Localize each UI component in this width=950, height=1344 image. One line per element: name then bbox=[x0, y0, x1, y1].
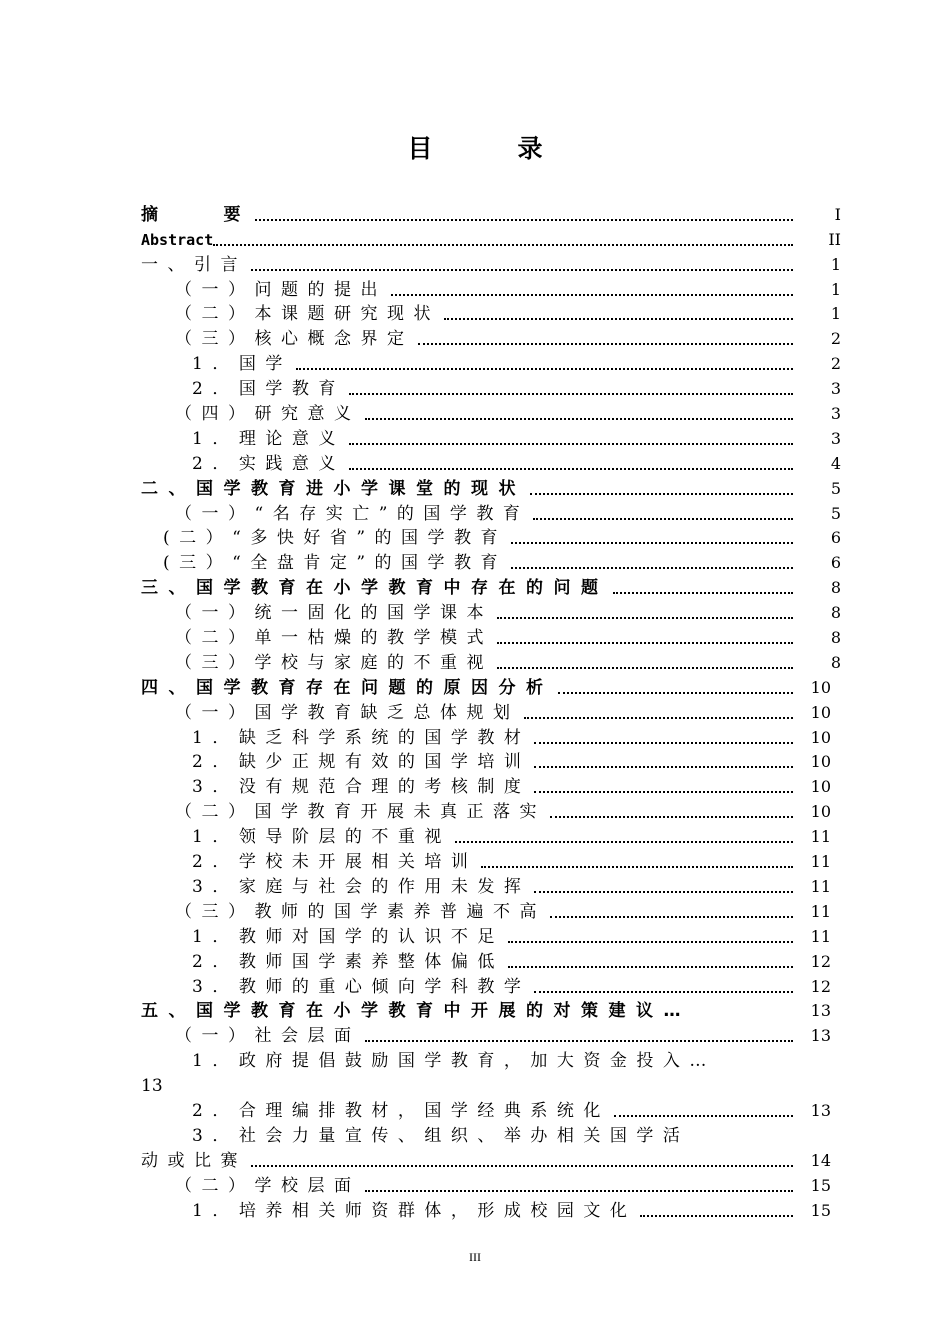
toc-entry[interactable] bbox=[141, 897, 841, 922]
toc-entry[interactable] bbox=[141, 250, 841, 275]
toc-entry[interactable] bbox=[141, 748, 841, 773]
toc-entry-page: II bbox=[828, 229, 841, 249]
toc-entry-label: 2．合理编排教材，国学经典系统化 bbox=[192, 1100, 610, 1121]
toc-entry-label: 动或比赛 bbox=[141, 1150, 247, 1171]
toc-leader bbox=[534, 990, 793, 993]
toc-entry[interactable] bbox=[141, 797, 841, 822]
toc-leader bbox=[524, 716, 794, 719]
toc-entry[interactable] bbox=[141, 1196, 841, 1221]
toc-leader bbox=[511, 541, 793, 544]
table-of-contents bbox=[141, 200, 841, 1221]
toc-leader bbox=[251, 1164, 793, 1167]
page-number-footer: III bbox=[469, 1250, 481, 1264]
toc-entry[interactable] bbox=[141, 1021, 841, 1046]
toc-leader bbox=[550, 815, 793, 818]
toc-entry-label: 1．领导阶层的不重视 bbox=[192, 827, 451, 848]
toc-entry-label: 1．教师对国学的认识不足 bbox=[192, 926, 504, 947]
toc-entry-label: Abstract bbox=[141, 230, 214, 249]
toc-leader bbox=[391, 293, 793, 296]
toc-leader bbox=[255, 218, 793, 221]
toc-entry-label: 四、国学教育存在问题的原因分析 bbox=[141, 677, 554, 698]
page-title: 目 录 bbox=[407, 134, 573, 163]
toc-entry-page: 6 bbox=[830, 553, 841, 573]
toc-entry-page: 11 bbox=[810, 926, 831, 946]
toc-entry-page: 3 bbox=[830, 379, 841, 399]
toc-entry-page: 10 bbox=[810, 702, 831, 722]
toc-entry-label: 2．实践意义 bbox=[192, 453, 345, 474]
toc-leader bbox=[497, 616, 793, 619]
toc-entry[interactable] bbox=[141, 1121, 841, 1146]
toc-entry[interactable] bbox=[141, 623, 841, 648]
toc-entry-page: 10 bbox=[810, 677, 831, 697]
toc-entry[interactable] bbox=[141, 275, 841, 300]
toc-entry-label: 1．培养相关师资群体，形成校园文化 bbox=[192, 1200, 637, 1221]
toc-entry-page: 12 bbox=[810, 951, 831, 971]
toc-entry[interactable] bbox=[141, 399, 841, 424]
toc-leader bbox=[497, 641, 793, 644]
toc-entry-page: 11 bbox=[810, 876, 831, 896]
toc-entry-page: 4 bbox=[830, 453, 841, 473]
toc-entry[interactable] bbox=[141, 524, 841, 549]
toc-entry-label: （二）国学教育开展未真正落实 bbox=[175, 802, 546, 823]
toc-entry-label: 1．国学 bbox=[192, 354, 292, 375]
toc-entry-page: 5 bbox=[830, 503, 841, 523]
toc-entry-page: 8 bbox=[830, 578, 841, 598]
toc-entry[interactable] bbox=[141, 698, 841, 723]
toc-entry-page: 1 bbox=[830, 304, 841, 324]
toc-entry-label: （一）统一固化的国学课本 bbox=[175, 603, 493, 624]
toc-leader bbox=[558, 691, 794, 694]
toc-entry[interactable] bbox=[141, 1171, 841, 1196]
toc-entry[interactable] bbox=[141, 374, 841, 399]
toc-leader bbox=[530, 492, 793, 495]
toc-leader bbox=[365, 417, 794, 420]
toc-leader bbox=[455, 840, 793, 843]
toc-leader bbox=[497, 666, 793, 669]
toc-entry[interactable] bbox=[141, 300, 841, 325]
toc-leader bbox=[534, 765, 793, 768]
toc-leader bbox=[614, 1114, 793, 1117]
toc-leader bbox=[640, 1214, 793, 1217]
toc-entry-label: （一）“名存实亡”的国学教育 bbox=[175, 503, 530, 524]
toc-leader bbox=[365, 1189, 794, 1192]
toc-leader bbox=[418, 342, 794, 345]
toc-entry-page: 8 bbox=[830, 603, 841, 623]
toc-leader bbox=[534, 741, 793, 744]
toc-entry-page: 11 bbox=[810, 852, 831, 872]
toc-leader bbox=[613, 591, 794, 594]
toc-entry-page: 2 bbox=[830, 354, 841, 374]
toc-entry[interactable] bbox=[141, 424, 841, 449]
toc-entry[interactable] bbox=[141, 972, 841, 997]
toc-entry-label: 三、国学教育在小学教育中存在的问题 bbox=[141, 578, 609, 599]
toc-entry[interactable] bbox=[141, 499, 841, 524]
toc-entry[interactable] bbox=[141, 772, 841, 797]
toc-entry[interactable] bbox=[141, 449, 841, 474]
toc-entry-label: （三）学校与家庭的不重视 bbox=[175, 652, 493, 673]
toc-entry-page: 10 bbox=[810, 752, 831, 772]
toc-entry-label: （一）问题的提出 bbox=[175, 279, 387, 300]
toc-leader bbox=[533, 517, 793, 520]
toc-entry-label: （一）国学教育缺乏总体规划 bbox=[175, 702, 520, 723]
toc-entry-label: （四）研究意义 bbox=[175, 404, 361, 425]
toc-leader bbox=[481, 865, 793, 868]
toc-entry-label: 2．国学教育 bbox=[192, 379, 345, 400]
toc-entry-label: 3．没有规范合理的考核制度 bbox=[192, 777, 531, 798]
toc-entry-page: 10 bbox=[810, 777, 831, 797]
toc-leader bbox=[365, 1039, 794, 1042]
toc-entry-page: 3 bbox=[830, 404, 841, 424]
toc-entry-label: (二）“多快好省”的国学教育 bbox=[163, 528, 508, 549]
toc-entry-label: 1．缺乏科学系统的国学教材 bbox=[192, 727, 531, 748]
toc-leader bbox=[534, 890, 793, 893]
toc-entry-label: 1．政府提倡鼓励国学教育，加大资金投入… bbox=[192, 1051, 716, 1072]
toc-entry-label: 1．理论意义 bbox=[192, 428, 345, 449]
toc-entry[interactable] bbox=[141, 822, 841, 847]
toc-entry-label: （二）单一枯燥的教学模式 bbox=[175, 628, 493, 649]
toc-entry-page: 11 bbox=[810, 901, 831, 921]
toc-entry-page: 8 bbox=[830, 652, 841, 672]
toc-entry-label: (三）“全盘肯定”的国学教育 bbox=[163, 553, 508, 574]
toc-leader bbox=[296, 367, 793, 370]
toc-entry-label: 2．学校未开展相关培训 bbox=[192, 852, 478, 873]
toc-leader bbox=[550, 915, 793, 918]
toc-entry-label: 2．教师国学素养整体偏低 bbox=[192, 951, 504, 972]
toc-entry-page: 13 bbox=[810, 1100, 831, 1120]
toc-entry-page: 11 bbox=[810, 827, 831, 847]
toc-entry[interactable] bbox=[141, 673, 841, 698]
toc-entry-label: （二）本课题研究现状 bbox=[175, 304, 440, 325]
toc-entry[interactable] bbox=[141, 474, 841, 499]
toc-entry[interactable] bbox=[141, 648, 841, 673]
toc-entry[interactable] bbox=[141, 922, 841, 947]
toc-entry[interactable] bbox=[141, 324, 841, 349]
toc-leader bbox=[349, 442, 793, 445]
toc-leader bbox=[508, 965, 793, 968]
toc-entry[interactable] bbox=[141, 1096, 841, 1121]
toc-entry-label: 一、引言 bbox=[141, 254, 247, 275]
toc-entry-page: 14 bbox=[810, 1150, 831, 1170]
toc-entry-page: 1 bbox=[830, 254, 841, 274]
toc-leader bbox=[511, 566, 793, 569]
toc-entry-page: 13 bbox=[810, 1026, 831, 1046]
toc-entry-page: 15 bbox=[810, 1200, 831, 1220]
toc-entry[interactable] bbox=[141, 573, 841, 598]
toc-entry-label: （二）学校层面 bbox=[175, 1175, 361, 1196]
toc-entry-page: 12 bbox=[810, 976, 831, 996]
toc-entry[interactable] bbox=[141, 1046, 841, 1071]
toc-entry-continuation[interactable] bbox=[141, 1071, 841, 1096]
toc-entry-page: 5 bbox=[830, 478, 841, 498]
toc-entry-label: 五、国学教育在小学教育中开展的对策建议… bbox=[141, 1001, 691, 1022]
toc-entry-label: 3．社会力量宣传、组织、举办相关国学活 bbox=[192, 1125, 690, 1146]
toc-entry-page: 13 bbox=[810, 1001, 831, 1021]
toc-entry-page: 10 bbox=[810, 727, 831, 747]
toc-entry[interactable] bbox=[141, 872, 841, 897]
toc-entry[interactable] bbox=[141, 947, 841, 972]
toc-entry[interactable] bbox=[141, 598, 841, 623]
toc-leader bbox=[508, 940, 793, 943]
toc-leader bbox=[444, 317, 793, 320]
toc-entry-page: I bbox=[834, 204, 841, 224]
toc-entry-page: 2 bbox=[830, 329, 841, 349]
toc-entry-page: 3 bbox=[830, 428, 841, 448]
toc-entry-page: 10 bbox=[810, 802, 831, 822]
toc-entry[interactable] bbox=[141, 548, 841, 573]
toc-entry-label: （三）教师的国学素养普遍不高 bbox=[175, 901, 546, 922]
toc-entry-label: （三）核心概念界定 bbox=[175, 329, 414, 350]
toc-entry[interactable] bbox=[141, 847, 841, 872]
toc-entry-label: 3．家庭与社会的作用未发挥 bbox=[192, 876, 531, 897]
toc-entry[interactable] bbox=[141, 225, 841, 250]
toc-entry[interactable] bbox=[141, 200, 841, 225]
toc-entry-page: 8 bbox=[830, 628, 841, 648]
toc-entry[interactable] bbox=[141, 723, 841, 748]
toc-entry-label: 3．教师的重心倾向学科教学 bbox=[192, 976, 531, 997]
toc-entry[interactable] bbox=[141, 997, 841, 1022]
toc-entry-label: 摘 要 bbox=[141, 204, 251, 225]
toc-leader bbox=[251, 268, 793, 271]
toc-leader bbox=[349, 392, 793, 395]
toc-entry-label: （一）社会层面 bbox=[175, 1026, 361, 1047]
toc-leader bbox=[213, 243, 793, 246]
toc-entry-page: 1 bbox=[830, 279, 841, 299]
toc-entry-page: 6 bbox=[830, 528, 841, 548]
toc-entry-continuation[interactable] bbox=[141, 1146, 841, 1171]
toc-entry-label: 二、国学教育进小学课堂的现状 bbox=[141, 478, 526, 499]
toc-entry-page: 15 bbox=[810, 1175, 831, 1195]
toc-leader bbox=[349, 467, 793, 470]
toc-leader bbox=[534, 790, 793, 793]
toc-entry[interactable] bbox=[141, 349, 841, 374]
toc-entry-label: 2．缺少正规有效的国学培训 bbox=[192, 752, 531, 773]
toc-entry-label: 13 bbox=[141, 1076, 163, 1097]
